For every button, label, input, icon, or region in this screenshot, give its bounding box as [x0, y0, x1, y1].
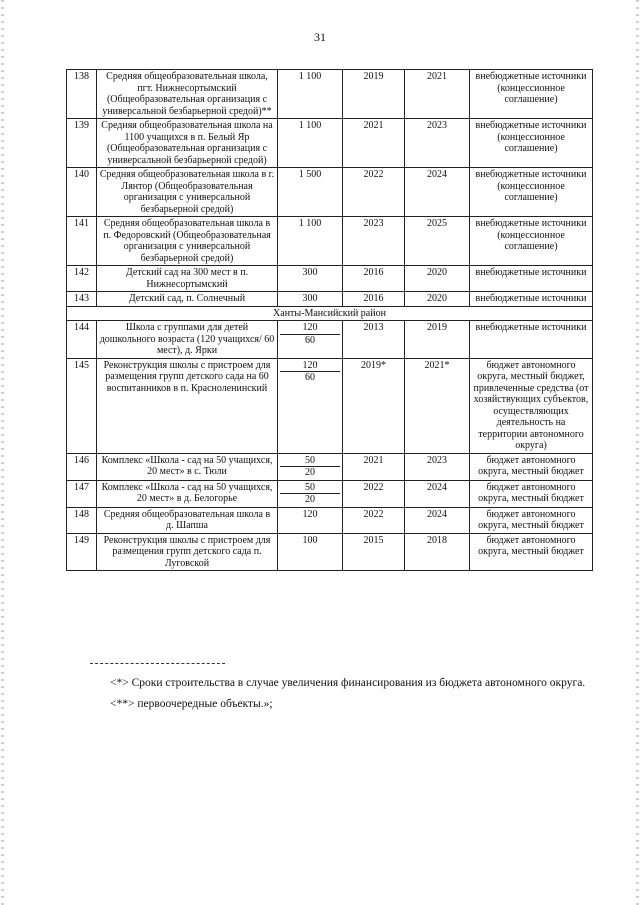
capacity-cell — [278, 480, 343, 507]
row-number: 141 — [67, 217, 97, 266]
table-row — [67, 533, 593, 571]
row-number: 142 — [67, 266, 97, 292]
row-number: 146 — [67, 453, 97, 480]
end-year: 2024 — [405, 480, 470, 507]
table-row — [67, 217, 593, 266]
footnotes — [66, 676, 592, 718]
end-year: 2020 — [405, 266, 470, 292]
end-year: 2021 — [405, 70, 470, 119]
funding-source: бюджет автономного округа, местный бюджет — [470, 480, 593, 507]
end-year: 2021* — [405, 358, 470, 453]
funding-source: внебюджетные источники — [470, 321, 593, 359]
start-year: 2022 — [343, 480, 405, 507]
end-year: 2020 — [405, 292, 470, 307]
capacity-cell — [278, 507, 343, 533]
funding-source: внебюджетные источники — [470, 292, 593, 307]
capacity-value: 1 500 — [298, 169, 322, 180]
table-row — [67, 70, 593, 119]
object-name: Средняя общеобразовательная школа в д. Шапша — [97, 507, 278, 533]
object-name: Школа с группами для детей дошкольного возраста (120 учащихся/ 60 мест), д. Ярки — [97, 321, 278, 359]
row-number: 145 — [67, 358, 97, 453]
capacity-cell — [278, 217, 343, 266]
capacity-value: 300 — [302, 267, 318, 278]
row-number: 143 — [67, 292, 97, 307]
object-name: Средняя общеобразовательная школа в г. Лянтор (Общеобразовательная организация с универсальной безбарьерной средой) — [97, 168, 278, 217]
capacity-value: 20 — [305, 494, 315, 505]
footnote-separator — [90, 663, 225, 664]
table-row — [67, 321, 593, 359]
start-year: 2022 — [343, 507, 405, 533]
capacity-cell — [278, 321, 343, 359]
funding-source: внебюджетные источники (концессионное соглашение) — [470, 70, 593, 119]
funding-source: бюджет автономного округа, местный бюджет, привлеченные средства (от хозяйствующих субъектов, осуществляющих деятельность на территории автономного округа) — [470, 358, 593, 453]
capacity-cell — [278, 119, 343, 168]
table-row — [67, 480, 593, 507]
capacity-value: 20 — [305, 467, 315, 478]
capacity-cell — [278, 70, 343, 119]
object-name: Средняя общеобразовательная школа в п. Федоровский (Общеобразовательная организация с универсальной безбарьерной средой) — [97, 217, 278, 266]
scan-edge-left — [1, 0, 4, 905]
table-body — [67, 70, 593, 571]
object-name: Детский сад, п. Солнечный — [97, 292, 278, 307]
capacity-value: 1 100 — [298, 218, 322, 229]
capacity-value: 50 — [280, 482, 340, 495]
capacity-value: 120 — [280, 322, 340, 335]
capacity-cell — [278, 533, 343, 571]
start-year: 2013 — [343, 321, 405, 359]
row-number: 147 — [67, 480, 97, 507]
scan-edge-right — [636, 0, 639, 905]
object-name: Комплекс «Школа - сад на 50 учащихся, 20 мест» в д. Белогорье — [97, 480, 278, 507]
row-number: 138 — [67, 70, 97, 119]
object-name: Реконструкция школы с пристроем для размещения групп детского сада п. Луговской — [97, 533, 278, 571]
object-name: Детский сад на 300 мест в п. Нижнесортымский — [97, 266, 278, 292]
construction-table — [66, 69, 593, 571]
funding-source: внебюджетные источники — [470, 266, 593, 292]
row-number: 144 — [67, 321, 97, 359]
capacity-value: 60 — [305, 334, 315, 346]
capacity-value: 1 100 — [298, 120, 322, 131]
table-row — [67, 358, 593, 453]
funding-source: бюджет автономного округа, местный бюджет — [470, 453, 593, 480]
table-row — [67, 453, 593, 480]
capacity-value: 50 — [280, 455, 340, 468]
footnote-2: <**> первоочередные объекты.»; — [110, 698, 273, 710]
capacity-cell — [278, 292, 343, 307]
end-year: 2023 — [405, 453, 470, 480]
row-number: 148 — [67, 507, 97, 533]
funding-source: внебюджетные источники (концессионное соглашение) — [470, 119, 593, 168]
end-year: 2018 — [405, 533, 470, 571]
object-name: Средняя общеобразовательная школа, пгт. Нижнесортымский (Общеобразовательная организация с универсальной безбарьерной средой)** — [97, 70, 278, 119]
region-name: Ханты-Мансийский район — [67, 306, 593, 321]
capacity-value: 300 — [302, 293, 318, 304]
row-number: 149 — [67, 533, 97, 571]
capacity-value: 120 — [302, 508, 318, 520]
start-year: 2015 — [343, 533, 405, 571]
start-year: 2019* — [343, 358, 405, 453]
start-year: 2022 — [343, 168, 405, 217]
capacity-value: 60 — [305, 372, 315, 383]
funding-source: бюджет автономного округа, местный бюджет — [470, 507, 593, 533]
table-row — [67, 119, 593, 168]
capacity-cell — [278, 266, 343, 292]
capacity-value: 1 100 — [298, 71, 322, 82]
end-year: 2024 — [405, 507, 470, 533]
start-year: 2019 — [343, 70, 405, 119]
funding-source: внебюджетные источники (концессионное соглашение) — [470, 168, 593, 217]
start-year: 2021 — [343, 119, 405, 168]
table-row — [67, 507, 593, 533]
end-year: 2019 — [405, 321, 470, 359]
start-year: 2023 — [343, 217, 405, 266]
table-row — [67, 292, 593, 307]
start-year: 2021 — [343, 453, 405, 480]
funding-source: бюджет автономного округа, местный бюджет — [470, 533, 593, 571]
page-number: 31 — [314, 30, 326, 44]
start-year: 2016 — [343, 292, 405, 307]
table-row — [67, 266, 593, 292]
capacity-cell — [278, 453, 343, 480]
table-row — [67, 168, 593, 217]
object-name: Средняя общеобразовательная школа на 1100 учащихся в п. Белый Яр (Общеобразовательная организация с универсальной безбарьерной средой) — [97, 119, 278, 168]
end-year: 2023 — [405, 119, 470, 168]
capacity-cell — [278, 168, 343, 217]
start-year: 2016 — [343, 266, 405, 292]
capacity-cell — [278, 358, 343, 453]
row-number: 139 — [67, 119, 97, 168]
capacity-value: 120 — [280, 360, 340, 373]
capacity-value: 100 — [302, 534, 318, 546]
row-number: 140 — [67, 168, 97, 217]
footnote-1: <*> Сроки строительства в случае увеличения финансирования из бюджета автономного округа. — [110, 677, 586, 689]
end-year: 2024 — [405, 168, 470, 217]
object-name: Реконструкция школы с пристроем для размещения групп детского сада на 60 воспитанников в п. Красноленинский — [97, 358, 278, 453]
funding-source: внебюджетные источники (концессионное соглашение) — [470, 217, 593, 266]
end-year: 2025 — [405, 217, 470, 266]
region-header-row — [67, 306, 593, 321]
object-name: Комплекс «Школа - сад на 50 учащихся, 20 мест» в с. Тюли — [97, 453, 278, 480]
